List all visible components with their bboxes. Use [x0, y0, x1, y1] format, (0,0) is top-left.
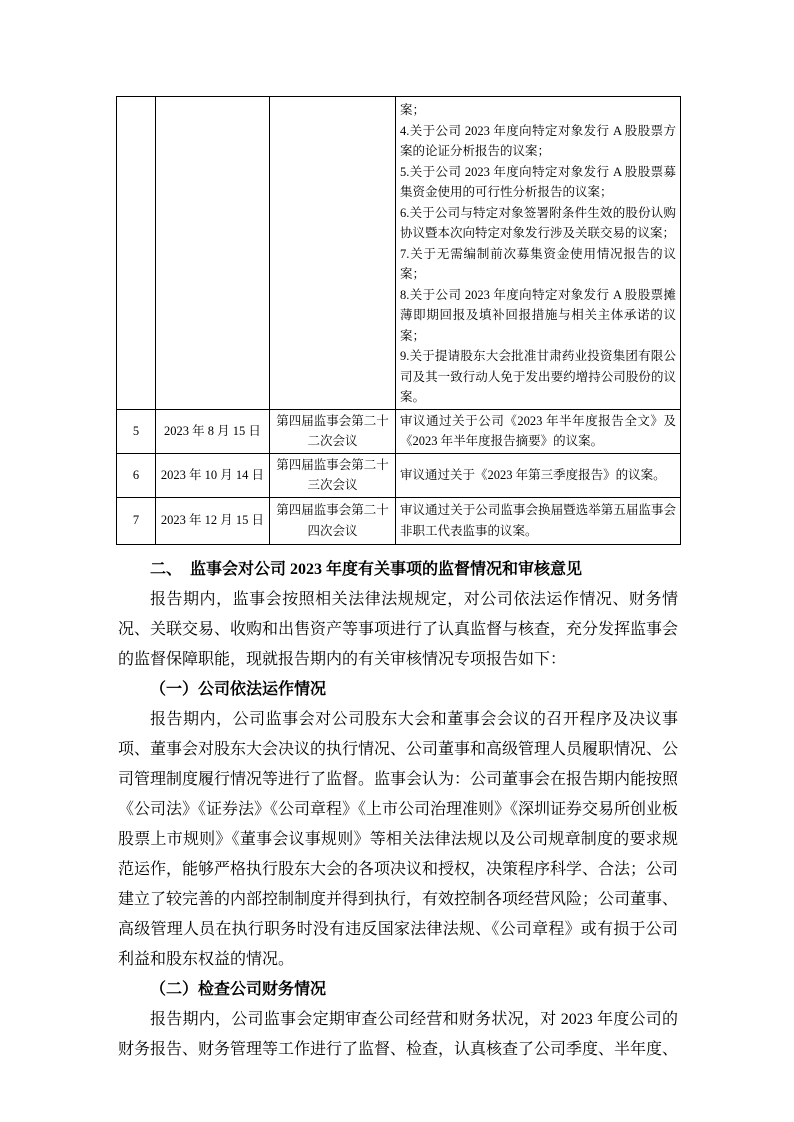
- cell-date: 2023 年 12 月 15 日: [156, 497, 270, 544]
- agenda-item: 案；: [400, 103, 426, 117]
- cell-meeting: 第四届监事会第二十二次会议: [270, 409, 396, 453]
- cell-date: 2023 年 8 月 15 日: [156, 409, 270, 453]
- table-row-continuation: [117, 97, 681, 410]
- subsection-heading-financial-check: （二）检查公司财务情况: [150, 980, 327, 998]
- subsection-heading-lawful-operation: （一）公司依法运作情况: [150, 680, 327, 698]
- table-row: [117, 409, 681, 453]
- cell-seq: 5: [117, 409, 156, 453]
- agenda-item: 7.关于无需编制前次募集资金使用情况报告的议案；: [400, 246, 676, 281]
- agenda-item: 8.关于公司 2023 年度向特定对象发行 A 股股票摊薄即期回报及填补回报措施与相关主体承诺的议案；: [400, 287, 676, 343]
- cell-meeting: 第四届监事会第二十四次会议: [270, 497, 396, 544]
- agenda-item: 9.关于提请股东大会批准甘肃药业投资集团有限公司及其一致行动人免于发出要约增持公司股份的议案。: [400, 349, 676, 404]
- section-heading-supervision: 二、 监事会对公司 2023 年度有关事项的监督情况和审核意见: [150, 560, 583, 578]
- table-row: [117, 497, 681, 544]
- cell-seq-empty: [117, 97, 156, 410]
- section-intro-paragraph: 报告期内，监事会按照相关法律法规规定，对公司依法运作情况、财务情况、关联交易、收购和出售资产等事项进行了认真监督与核查，充分发挥监事会的监督保障职能，现就报告期内的有关审核情况专项报告如下：: [118, 590, 679, 668]
- cell-date: 2023 年 10 月 14 日: [156, 453, 270, 497]
- meetings-table: [116, 96, 681, 545]
- cell-meeting: 第四届监事会第二十三次会议: [270, 453, 396, 497]
- cell-resolution: 审议通过关于公司监事会换届暨选举第五届监事会非职工代表监事的议案。: [396, 497, 681, 544]
- cell-seq: 6: [117, 453, 156, 497]
- cell-resolution: 审议通过关于公司《2023 年半年度报告全文》及《2023 年半年度报告摘要》的议案。: [396, 409, 681, 453]
- body-text: [116, 555, 678, 1065]
- agenda-item: 6.关于公司与特定对象签署附条件生效的股份认购协议暨本次向特定对象发行涉及关联交易的议案；: [400, 205, 676, 240]
- agenda-item: 4.关于公司 2023 年度向特定对象发行 A 股股票方案的论证分析报告的议案；: [400, 123, 676, 158]
- table-row: [117, 453, 681, 497]
- cell-date-empty: [156, 97, 270, 410]
- cell-agenda-items: [396, 97, 681, 410]
- subsection-paragraph-financial-check: 报告期内，公司监事会定期审查公司经营和财务状况，对 2023 年度公司的财务报告、财务管理等工作进行了监督、检查，认真核查了公司季度、半年度、: [118, 1010, 679, 1058]
- cell-resolution: 审议通过关于《2023 年第三季度报告》的议案。: [396, 453, 681, 497]
- agenda-item: 5.关于公司 2023 年度向特定对象发行 A 股股票募集资金使用的可行性分析报告的议案；: [400, 164, 676, 199]
- page-content: [116, 96, 680, 1065]
- cell-seq: 7: [117, 497, 156, 544]
- subsection-paragraph-lawful-operation: 报告期内，公司监事会对公司股东大会和董事会会议的召开程序及决议事项、董事会对股东大会决议的执行情况、公司董事和高级管理人员履职情况、公司管理制度履行情况等进行了监督。监事会认为：公司董事会在报告期内能按照《公司法》《证券法》《公司章程》《上市公司治理准则》《深圳证券交易所创业板股票上市规则》《董事会议事规则》等相关法律法规以及公司规章制度的要求规范运作，能够严格执行股东大会的各项决议和授权，决策程序科学、合法；公司建立了较完善的内部控制制度并得到执行，有效控制各项经营风险；公司董事、高级管理人员在执行职务时没有违反国家法律法规、《公司章程》或有损于公司利益和股东权益的情况。: [118, 710, 679, 968]
- cell-meeting-empty: [270, 97, 396, 410]
